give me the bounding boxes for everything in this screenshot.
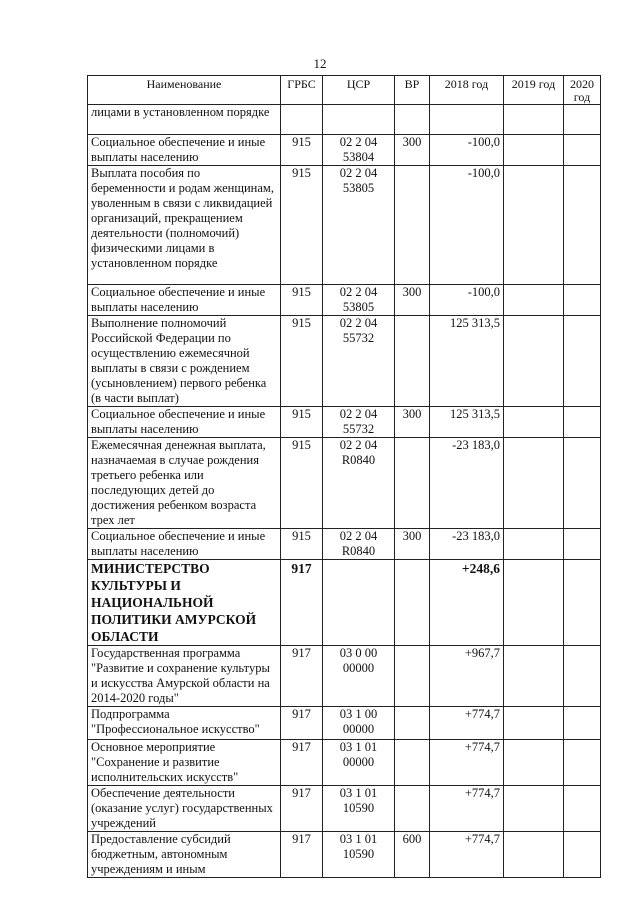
cell-y2020	[564, 707, 601, 740]
table-row	[88, 786, 601, 832]
cell-y2020	[564, 166, 601, 285]
cell-name: Социальное обеспечение и иные выплаты населению	[88, 529, 281, 560]
cell-vr: 300	[395, 285, 430, 316]
table-row	[88, 529, 601, 560]
cell-y2018: -100,0	[430, 285, 504, 316]
cell-y2020	[564, 135, 601, 166]
cell-csr: 02 2 04 55732	[323, 407, 395, 438]
cell-y2020	[564, 285, 601, 316]
cell-y2020	[564, 316, 601, 407]
cell-vr: 300	[395, 407, 430, 438]
cell-grbs: 917	[281, 740, 323, 786]
cell-vr	[395, 438, 430, 529]
cell-y2020	[564, 832, 601, 878]
cell-vr	[395, 560, 430, 646]
cell-grbs: 915	[281, 529, 323, 560]
cell-csr: 02 2 04 53805	[323, 166, 395, 285]
table-row	[88, 438, 601, 529]
cell-vr: 300	[395, 529, 430, 560]
table-row	[88, 707, 601, 740]
cell-y2020	[564, 786, 601, 832]
cell-csr	[323, 105, 395, 135]
cell-grbs: 915	[281, 285, 323, 316]
table-row	[88, 166, 601, 285]
cell-name: Социальное обеспечение и иные выплаты населению	[88, 135, 281, 166]
cell-csr: 03 1 01 00000	[323, 740, 395, 786]
cell-y2019	[504, 832, 564, 878]
cell-name: Обеспечение деятельности (оказание услуг) государственных учреждений	[88, 786, 281, 832]
cell-grbs: 917	[281, 707, 323, 740]
cell-y2019	[504, 285, 564, 316]
cell-csr: 02 2 04 R0840	[323, 529, 395, 560]
table-row	[88, 646, 601, 707]
cell-grbs: 915	[281, 135, 323, 166]
cell-csr: 02 2 04 53805	[323, 285, 395, 316]
cell-y2018: +248,6	[430, 560, 504, 646]
cell-y2019	[504, 438, 564, 529]
page-number: 12	[313, 56, 327, 71]
cell-y2018: -23 183,0	[430, 438, 504, 529]
cell-vr	[395, 786, 430, 832]
cell-grbs	[281, 105, 323, 135]
header-2020: 2020 год	[564, 76, 601, 105]
cell-y2018: +774,7	[430, 786, 504, 832]
cell-name: лицами в установленном порядке	[88, 105, 281, 135]
cell-y2020	[564, 407, 601, 438]
cell-name: Выплата пособия по беременности и родам женщинам, уволенным в связи с ликвидацией организаций, прекращением деятельности (полномочий) физическими лицами в установленном порядке	[88, 166, 281, 285]
cell-y2019	[504, 529, 564, 560]
cell-vr	[395, 316, 430, 407]
header-2018: 2018 год	[430, 76, 504, 105]
cell-y2018: 125 313,5	[430, 316, 504, 407]
header-grbs: ГРБС	[281, 76, 323, 105]
cell-name: Основное мероприятие "Сохранение и развитие исполнительских искусств"	[88, 740, 281, 786]
cell-grbs: 915	[281, 316, 323, 407]
cell-csr: 03 1 01 10590	[323, 786, 395, 832]
table-row	[88, 316, 601, 407]
cell-y2019	[504, 740, 564, 786]
cell-name: Подпрограмма "Профессиональное искусство"	[88, 707, 281, 740]
cell-name: Ежемесячная денежная выплата, назначаемая в случае рождения третьего ребенка или последующих детей до достижения ребенком возраста трех лет	[88, 438, 281, 529]
cell-csr: 02 2 04 53804	[323, 135, 395, 166]
cell-y2018: +967,7	[430, 646, 504, 707]
cell-csr: 03 1 00 00000	[323, 707, 395, 740]
cell-name: Государственная программа "Развитие и сохранение культуры и искусства Амурской области на 2014-2020 годы"	[88, 646, 281, 707]
cell-y2018: +774,7	[430, 832, 504, 878]
cell-vr: 600	[395, 832, 430, 878]
cell-vr	[395, 166, 430, 285]
cell-y2020	[564, 105, 601, 135]
cell-y2018: 125 313,5	[430, 407, 504, 438]
cell-y2018: -100,0	[430, 166, 504, 285]
cell-y2020	[564, 560, 601, 646]
cell-y2019	[504, 316, 564, 407]
cell-grbs: 917	[281, 560, 323, 646]
cell-y2019	[504, 786, 564, 832]
table-header-row	[88, 76, 601, 105]
cell-vr	[395, 646, 430, 707]
table-row	[88, 560, 601, 646]
budget-table	[87, 75, 601, 878]
header-2019: 2019 год	[504, 76, 564, 105]
cell-y2019	[504, 105, 564, 135]
cell-vr	[395, 105, 430, 135]
cell-name: Социальное обеспечение и иные выплаты населению	[88, 407, 281, 438]
cell-grbs: 915	[281, 166, 323, 285]
cell-grbs: 915	[281, 407, 323, 438]
cell-grbs: 917	[281, 646, 323, 707]
table-row	[88, 407, 601, 438]
cell-csr: 03 0 00 00000	[323, 646, 395, 707]
table-row	[88, 135, 601, 166]
cell-name: Выполнение полномочий Российской Федерации по осуществлению ежемесячной выплаты в связи с рождением (усыновлением) первого ребенка (в части выплат)	[88, 316, 281, 407]
table-row	[88, 105, 601, 135]
cell-y2019	[504, 407, 564, 438]
cell-y2019	[504, 135, 564, 166]
cell-y2018: -100,0	[430, 135, 504, 166]
cell-vr: 300	[395, 135, 430, 166]
cell-grbs: 917	[281, 786, 323, 832]
table-row	[88, 740, 601, 786]
header-name: Наименование	[88, 76, 281, 105]
cell-vr	[395, 707, 430, 740]
cell-y2020	[564, 438, 601, 529]
cell-y2019	[504, 560, 564, 646]
cell-csr: 02 2 04 55732	[323, 316, 395, 407]
cell-name: МИНИСТЕРСТВО КУЛЬТУРЫ И НАЦИОНАЛЬНОЙ ПОЛИТИКИ АМУРСКОЙ ОБЛАСТИ	[88, 560, 281, 646]
cell-csr	[323, 560, 395, 646]
cell-y2020	[564, 529, 601, 560]
cell-grbs: 917	[281, 832, 323, 878]
cell-y2018: -23 183,0	[430, 529, 504, 560]
cell-y2019	[504, 166, 564, 285]
cell-vr	[395, 740, 430, 786]
cell-y2018: +774,7	[430, 707, 504, 740]
cell-y2019	[504, 707, 564, 740]
table-row	[88, 832, 601, 878]
cell-y2018	[430, 105, 504, 135]
cell-name: Социальное обеспечение и иные выплаты населению	[88, 285, 281, 316]
header-csr: ЦСР	[323, 76, 395, 105]
cell-y2020	[564, 740, 601, 786]
cell-csr: 02 2 04 R0840	[323, 438, 395, 529]
cell-y2019	[504, 646, 564, 707]
cell-y2018: +774,7	[430, 740, 504, 786]
cell-grbs: 915	[281, 438, 323, 529]
header-vr: ВР	[395, 76, 430, 105]
cell-name: Предоставление субсидий бюджетным, автономным учреждениям и иным	[88, 832, 281, 878]
cell-y2020	[564, 646, 601, 707]
table-row	[88, 285, 601, 316]
cell-csr: 03 1 01 10590	[323, 832, 395, 878]
